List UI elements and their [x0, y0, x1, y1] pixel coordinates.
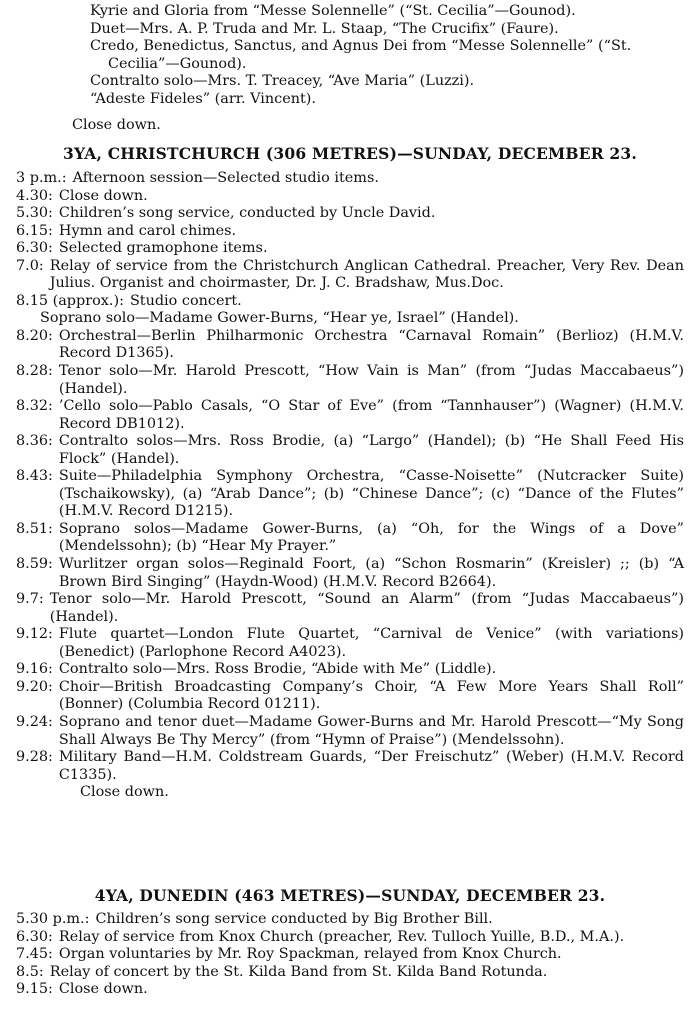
schedule-entry: [16, 661, 684, 679]
entry-text: Suite—Philadelphia Symphony Orchestra, “Casse-Noisette” (Nutcracker Suite) (Tschaikowsky), (a) “Arab Dance”; (b) “Chinese Dance”; (c) “Dance of the Flutes” (H.M.V. Record D1215).: [58, 468, 684, 520]
entry-text: Close down.: [58, 187, 148, 204]
continuation-close-down: Close down.: [72, 117, 161, 133]
entry-time: 9.15:: [16, 981, 53, 998]
schedule-entry: [16, 749, 684, 784]
entry-text: Tenor solo—Mr. Harold Prescott, “Sound an Alarm” (from “Judas Maccabaeus”) (Handel).: [49, 591, 684, 625]
entry-time: 6.30:: [16, 928, 53, 945]
schedule-entry: [16, 626, 684, 661]
entry-time: 5.30 p.m.:: [16, 911, 90, 927]
entry-text: Orchestral—Berlin Philharmonic Orchestra “Carnaval Romain” (Berlioz) (H.M.V. Record D1365).: [58, 327, 684, 362]
entry-time: 3 p.m.:: [16, 170, 67, 186]
schedule-entry: [16, 223, 684, 241]
entry-text: Wurlitzer organ solos—Reginald Foort, (a) “Schon Rosmarin” (Kreisler) ;; (b) “A Brown Bird Singing” (Haydn-Wood) (H.M.V. Record B2664).: [58, 556, 684, 590]
entry-time: 8.32:: [16, 398, 53, 415]
entry-time: 6.30:: [16, 240, 53, 257]
entry-text: Hymn and carol chimes.: [58, 222, 237, 239]
entry-time: 7.0:: [16, 257, 44, 274]
entry-text: Afternoon session—Selected studio items.: [72, 170, 379, 186]
schedule-entry: [16, 591, 684, 626]
continuation-line: Duet—Mrs. A. P. Truda and Mr. L. Staap, “The Crucifix” (Faure).: [90, 20, 559, 37]
entry-time: 8.15 (approx.):: [16, 292, 124, 309]
entry-text: Organ voluntaries by Mr. Roy Spackman, relayed from Knox Church.: [58, 946, 562, 963]
schedule-entry: [16, 328, 684, 363]
entry-text: Selected gramophone items.: [58, 240, 268, 257]
entry-time: 8.43:: [16, 468, 53, 485]
schedule-entry: [16, 433, 684, 468]
schedule-entry: [16, 981, 684, 999]
entry-text: Children’s song service, conducted by Uncle David.: [58, 205, 436, 222]
schedule-entry: [16, 911, 684, 929]
entry-text: Relay of service from the Christchurch Anglican Cathedral. Preacher, Very Rev. Dean Julius. Organist and choirmaster, Dr. J. C. Bradshaw, Mus.Doc.: [49, 257, 684, 292]
entry-text: Soprano solos—Madame Gower-Burns, (a) “Oh, for the Wings of a Dove” (Mendelssohn); (b) “Hear My Prayer.”: [58, 520, 684, 555]
entry-time: 8.20:: [16, 327, 53, 344]
entry-time: 7.45:: [16, 946, 53, 963]
entry-text: Flute quartet—London Flute Quartet, “Carnival de Venice” (with variations) (Benedict) (Parlophone Record A4023).: [58, 626, 684, 660]
entry-time: 9.16:: [16, 661, 53, 678]
entry-time: 4.30:: [16, 187, 53, 204]
schedule-entry: [16, 205, 684, 223]
schedule-entry: [16, 679, 684, 714]
entry-text: Studio concert.: [129, 292, 242, 309]
schedule-entry: [16, 170, 684, 188]
entry-text: Contralto solos—Mrs. Ross Brodie, (a) “Largo” (Handel); (b) “He Shall Feed His Flock” (Handel).: [58, 433, 684, 467]
schedule-entry: [16, 188, 684, 206]
entry-time: 9.12:: [16, 626, 53, 643]
schedule-entry: [16, 946, 684, 964]
schedule-sub-entry: Soprano solo—Madame Gower-Burns, “Hear ye, Israel” (Handel).: [40, 310, 519, 327]
entry-time: 6.15:: [16, 222, 53, 239]
entry-text: Choir—British Broadcasting Company’s Choir, “A Few More Years Shall Roll” (Bonner) (Columbia Record 01211).: [58, 678, 684, 713]
schedule-4ya: [16, 911, 684, 999]
schedule-entry: [16, 240, 684, 258]
entry-text: Soprano and tenor duet—Madame Gower-Burns and Mr. Harold Prescott—“My Song Shall Always Be Thy Mercy” (from “Hymn of Praise”) (Mendelssohn).: [58, 713, 684, 748]
entry-time: 9.24:: [16, 713, 53, 730]
schedule-entry: [16, 258, 684, 293]
entry-time: 9.7:: [16, 591, 44, 608]
schedule-entry: [16, 293, 684, 311]
previous-station-continuation: [90, 3, 680, 109]
entry-text: ’Cello solo—Pablo Casals, “O Star of Eve” (from “Tannhauser”) (Wagner) (H.M.V. Record DB1012).: [58, 398, 684, 432]
schedule-entry: [16, 929, 684, 947]
entry-time: 5.30:: [16, 205, 53, 222]
entry-time: 8.51:: [16, 520, 53, 537]
schedule-entry: [16, 556, 684, 591]
continuation-line: Contralto solo—Mrs. T. Treacey, “Ave Maria” (Luzzi).: [90, 73, 475, 90]
schedule-entry: [16, 468, 684, 521]
schedule-entry: [16, 398, 684, 433]
entry-time: 8.5:: [16, 963, 44, 980]
entry-text: Children’s song service conducted by Big Brother Bill.: [95, 911, 493, 927]
continuation-line: Credo, Benedictus, Sanctus, and Agnus Dei from “Messe Solennelle” (“St. Cecilia”—Gounod).: [90, 38, 632, 72]
section-close-down: Close down.: [80, 784, 169, 801]
entry-text: Relay of service from Knox Church (preacher, Rev. Tulloch Yuille, B.D., M.A.).: [58, 928, 625, 945]
continuation-line: “Adeste Fideles” (arr. Vincent).: [90, 90, 316, 107]
schedule-entry: [16, 363, 684, 398]
entry-text: Contralto solo—Mrs. Ross Brodie, “Abide with Me” (Liddle).: [58, 661, 497, 678]
entry-time: 9.28:: [16, 749, 53, 766]
entry-text: Military Band—H.M. Coldstream Guards, “Der Freischutz” (Weber) (H.M.V. Record C1335).: [58, 749, 684, 783]
schedule-entry: [16, 521, 684, 556]
section-heading-4ya: 4YA, DUNEDIN (463 METRES)—SUNDAY, DECEMBER 23.: [94, 886, 606, 905]
section-heading-3ya: 3YA, CHRISTCHURCH (306 METRES)—SUNDAY, DECEMBER 23.: [63, 144, 637, 163]
continuation-line: Kyrie and Gloria from “Messe Solennelle” (“St. Cecilia”—Gounod).: [90, 3, 576, 19]
entry-time: 9.20:: [16, 678, 53, 695]
schedule-entry: [16, 714, 684, 749]
schedule-entry: [16, 964, 684, 982]
entry-time: 8.59:: [16, 556, 53, 573]
schedule-3ya: [16, 170, 684, 802]
entry-time: 8.36:: [16, 433, 53, 450]
entry-time: 8.28:: [16, 363, 53, 380]
entry-text: Close down.: [58, 981, 148, 998]
entry-text: Relay of concert by the St. Kilda Band from St. Kilda Band Rotunda.: [49, 963, 548, 980]
entry-text: Tenor solo—Mr. Harold Prescott, “How Vain is Man” (from “Judas Maccabaeus”) (Handel).: [58, 363, 684, 397]
